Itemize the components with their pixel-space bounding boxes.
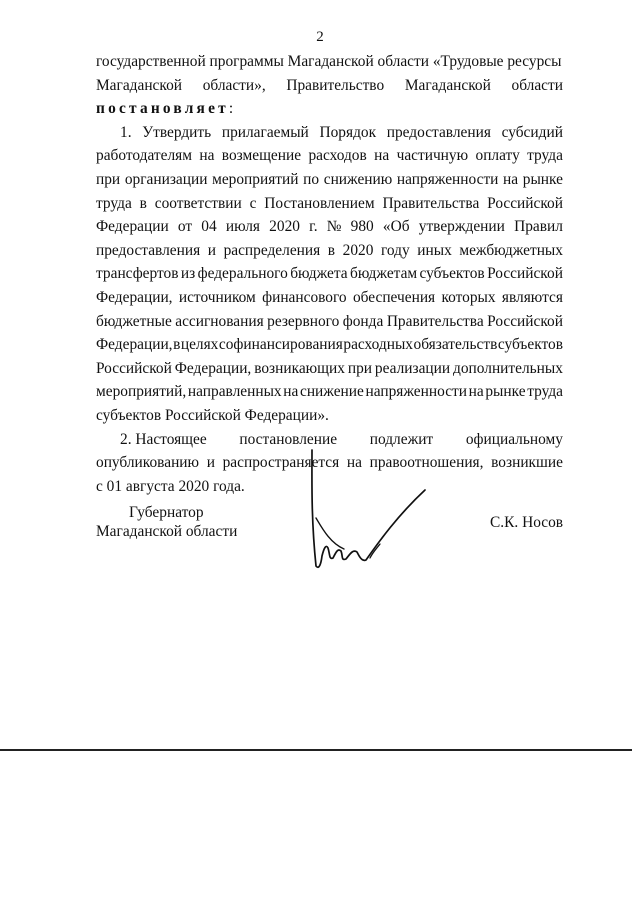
word: при bbox=[96, 170, 121, 188]
intro-line-1: государственной программы Магаданской области «Трудовые ресурсы bbox=[96, 53, 562, 70]
signatory-title: Губернатор Магаданской области bbox=[96, 504, 238, 540]
bottom-divider bbox=[0, 749, 632, 751]
word: при bbox=[347, 359, 373, 377]
word: на bbox=[199, 147, 215, 165]
word: по bbox=[303, 170, 320, 188]
item-1-line bbox=[96, 357, 563, 381]
word: предоставления bbox=[386, 123, 491, 141]
word: Постановлением bbox=[264, 194, 375, 212]
item-1-line bbox=[96, 333, 563, 357]
word: финансового bbox=[262, 288, 347, 306]
word: возникающих bbox=[254, 359, 345, 377]
item-1-paragraph bbox=[96, 121, 563, 428]
item-1-line bbox=[96, 262, 563, 286]
word: иных bbox=[417, 241, 452, 259]
word: бюджетам bbox=[350, 265, 418, 283]
word: Утвердить bbox=[142, 123, 212, 141]
word: возникшие bbox=[491, 454, 563, 472]
word: распространяется bbox=[222, 454, 340, 472]
word: с bbox=[249, 194, 257, 212]
item-2-line-1: 2. Настоящее постановление подлежит официальному bbox=[120, 430, 563, 448]
word: 980 bbox=[350, 218, 374, 236]
word: мероприятий, bbox=[96, 383, 187, 401]
word: труда bbox=[527, 383, 563, 401]
word: возмещение bbox=[221, 147, 302, 165]
word: направленных bbox=[187, 383, 282, 401]
word: на bbox=[346, 454, 362, 472]
item-1-line bbox=[96, 380, 563, 404]
word: которых bbox=[441, 288, 496, 306]
word: на bbox=[374, 147, 390, 165]
word: оплату bbox=[475, 147, 520, 165]
handwritten-signature bbox=[300, 448, 450, 578]
word: расходов bbox=[308, 147, 367, 165]
item-1-line bbox=[96, 215, 563, 239]
word: Российской bbox=[487, 194, 563, 212]
item-1-line: субъектов Российской Федерации». bbox=[96, 406, 329, 424]
item-1-line bbox=[96, 286, 563, 310]
word: напряженности bbox=[396, 170, 499, 188]
word: 1. bbox=[120, 123, 132, 141]
word: «Об bbox=[382, 218, 410, 236]
word: прилагаемый bbox=[221, 123, 309, 141]
word: июля bbox=[225, 218, 260, 236]
word: являются bbox=[501, 288, 563, 306]
word: рынке bbox=[485, 383, 526, 401]
item-1-line bbox=[96, 239, 563, 263]
word: Федерации, bbox=[96, 336, 173, 354]
word: фонда bbox=[342, 312, 384, 330]
word: предоставления bbox=[96, 241, 201, 259]
word: Федерации bbox=[96, 218, 169, 236]
word: Федерации, bbox=[174, 359, 252, 377]
word: и bbox=[207, 241, 216, 259]
word: трансфертов bbox=[96, 265, 179, 283]
word: из bbox=[180, 265, 196, 283]
word: реализации bbox=[374, 359, 451, 377]
intro-line-2: Магаданской области», Правительство Магаданской области bbox=[96, 76, 563, 94]
item-1-line bbox=[96, 192, 563, 216]
word: и bbox=[206, 454, 215, 472]
word: Федерации, bbox=[96, 288, 173, 306]
word: 2020 bbox=[269, 218, 300, 236]
word: 2020 bbox=[342, 241, 374, 259]
word: Правил bbox=[514, 218, 563, 236]
word: от bbox=[177, 218, 193, 236]
word: расходных bbox=[343, 336, 413, 354]
word: целях bbox=[180, 336, 219, 354]
word: в bbox=[327, 241, 336, 259]
word: рынке bbox=[522, 170, 563, 188]
word: на bbox=[283, 383, 299, 401]
word: резервного bbox=[267, 312, 340, 330]
word: на bbox=[503, 170, 519, 188]
word: утверждении bbox=[418, 218, 505, 236]
word: частичную bbox=[396, 147, 469, 165]
word: № bbox=[326, 218, 342, 236]
word: труда bbox=[96, 194, 132, 212]
word: Правительства bbox=[386, 312, 484, 330]
word: межбюджетных bbox=[459, 241, 563, 259]
item-1-line bbox=[96, 144, 563, 168]
item-1-line bbox=[96, 121, 563, 145]
word: году bbox=[380, 241, 410, 259]
word: Российской bbox=[487, 265, 563, 283]
word: источником bbox=[178, 288, 256, 306]
signatory-name: С.К. Носов bbox=[490, 514, 564, 531]
word: снижению bbox=[323, 170, 393, 188]
word: работодателям bbox=[96, 147, 192, 165]
word: Российской bbox=[96, 359, 172, 377]
word: распределения bbox=[223, 241, 321, 259]
word: обеспечения bbox=[352, 288, 436, 306]
document-body bbox=[96, 50, 563, 498]
word: Порядок bbox=[319, 123, 377, 141]
word: бюджета bbox=[290, 265, 348, 283]
word: субъектов bbox=[497, 336, 563, 354]
word: в bbox=[173, 336, 181, 354]
item-1-line bbox=[96, 310, 563, 334]
word: снижение bbox=[299, 383, 364, 401]
word: ассигнования bbox=[175, 312, 264, 330]
word: соответствии bbox=[154, 194, 242, 212]
word: напряженности bbox=[365, 383, 467, 401]
word: Российской bbox=[487, 312, 563, 330]
word: софинансирования bbox=[218, 336, 343, 354]
word: Правительства bbox=[382, 194, 480, 212]
word: бюджетные bbox=[96, 312, 172, 330]
word: федерального bbox=[197, 265, 288, 283]
word: г. bbox=[309, 218, 318, 236]
item-1-line bbox=[96, 168, 563, 192]
word: субсидий bbox=[501, 123, 563, 141]
word: субъектов bbox=[419, 265, 485, 283]
word: мероприятий bbox=[212, 170, 299, 188]
word: опубликованию bbox=[96, 454, 200, 472]
resolves-word: постановляет bbox=[96, 100, 229, 118]
word: обязательств bbox=[413, 336, 498, 354]
word: дополнительных bbox=[453, 359, 563, 377]
item-2-line-3: с 01 августа 2020 года. bbox=[96, 477, 245, 495]
word: 04 bbox=[201, 218, 217, 236]
word: правоотношения, bbox=[369, 454, 484, 472]
word: в bbox=[139, 194, 147, 212]
word: труда bbox=[527, 147, 563, 165]
page-number: 2 bbox=[316, 29, 324, 45]
word: на bbox=[468, 383, 484, 401]
word: организации bbox=[124, 170, 208, 188]
resolves-line: постановляет: bbox=[96, 100, 234, 118]
